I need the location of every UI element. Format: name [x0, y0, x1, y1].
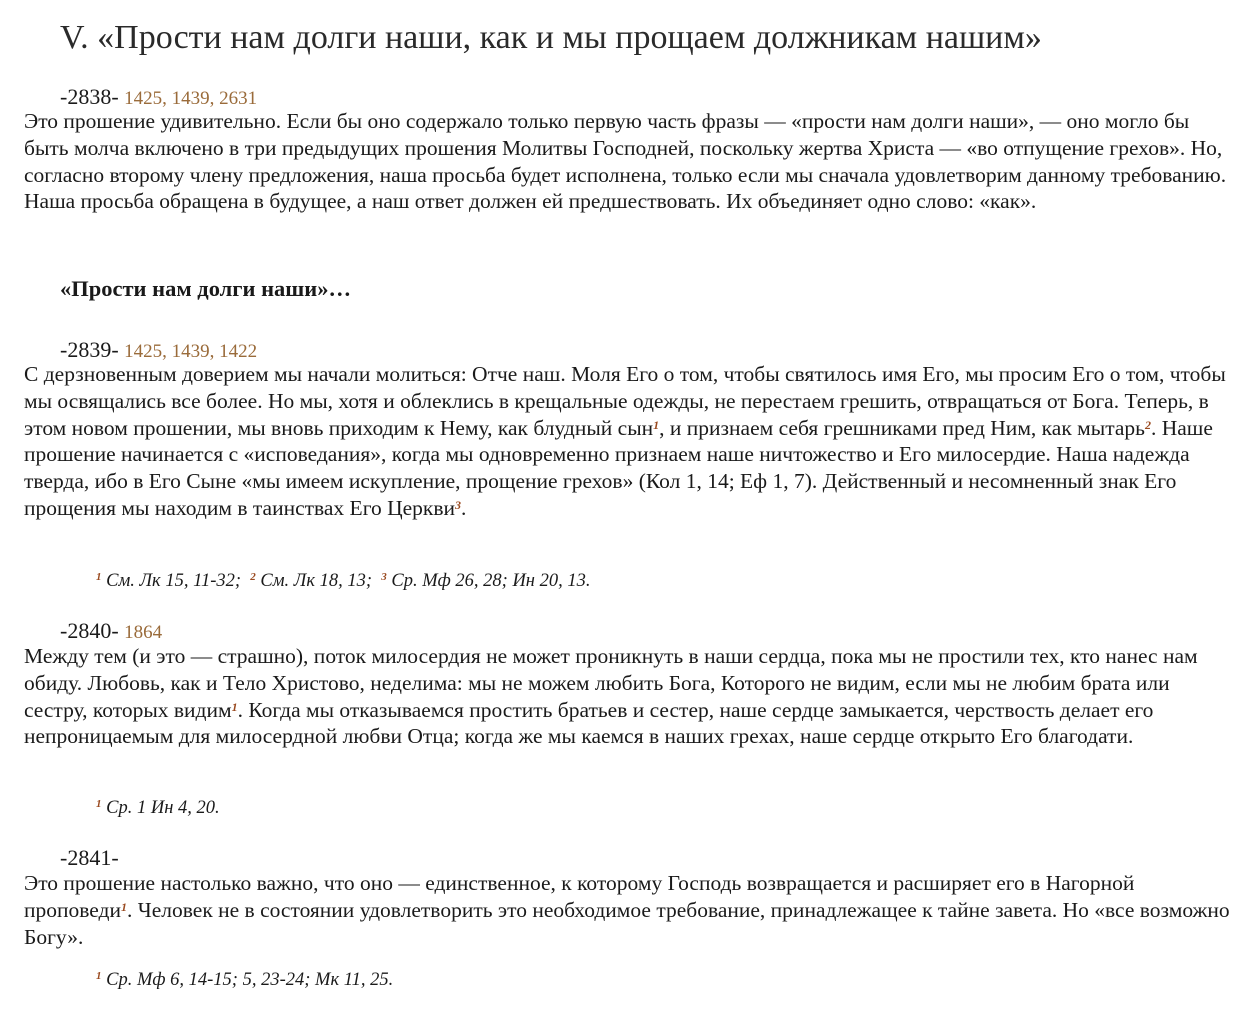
paragraph-number: -2839-: [60, 337, 119, 362]
footnote-text: См. Лк 18, 13;: [260, 571, 373, 591]
footnotes: [96, 796, 220, 820]
page-title: V. «Прости нам долги наши, как и мы прощаем должникам нашим»: [60, 19, 1042, 56]
paragraph-text: [24, 643, 1234, 750]
footnote-mark: 1: [96, 571, 102, 583]
paragraph-text: Это прошение удивительно. Если бы оно содержало только первую часть фразы — «прости нам долги наши», — оно могло бы быть молча включено в три предыдущих прошения Молитвы Господней, поскольку жертва Христа — «во отпущение грехов». Но, согласно второму члену предложения, наша просьба будет исполнена, только если мы сначала удовлетворим данному требованию. Наша просьба обращена в будущее, а наш ответ должен ей предшествовать. Их объединяет одно слово: «как».: [24, 109, 1227, 214]
paragraph-text: [24, 361, 1234, 522]
footnote-mark: 2: [250, 571, 256, 583]
footnote-mark: 1: [96, 970, 102, 982]
footnotes: [96, 569, 591, 593]
paragraph-text-part: , и признаем себя грешниками пред Ним, как мытарь: [659, 415, 1145, 440]
footnotes: [96, 968, 393, 992]
footnote-reference[interactable]: 1: [653, 417, 660, 432]
section-subheading: «Прости нам долги наши»…: [60, 276, 351, 301]
paragraph-number: -2838-: [60, 84, 119, 109]
paragraph-text-part: С дерзновенным доверием мы начали молиться: Отче наш. Моля Его о том, чтобы святилось имя Его, мы просим Его о том, чтобы мы освящались все более. Но мы, хотя и облеклись в крещальные одежды, не перестаем грешить, отвращаться от Бога. Теперь, в этом новом прошении, мы вновь приходим к Нему, как блудный сын: [24, 362, 1226, 440]
footnote-reference[interactable]: 3: [455, 497, 462, 512]
paragraph-number: -2840-: [60, 618, 119, 643]
footnote-reference[interactable]: 2: [1144, 417, 1151, 432]
paragraph-text-part: Между тем (и это — страшно), поток милосердия не может проникнуть в наши сердца, пока мы не простили тех, кто нанес нам обиду. Любовь, как и Тело Христово, неделима: мы не можем любить Бога, Которого не видим, если мы не любим брата или сестру, которых видим: [24, 644, 1198, 722]
footnote-mark: 3: [381, 571, 387, 583]
footnote-text: Ср. 1 Ин 4, 20.: [106, 798, 220, 818]
footnote-text: Ср. Мф 26, 28; Ин 20, 13.: [391, 571, 591, 591]
footnote-reference[interactable]: 1: [231, 699, 238, 714]
paragraph-number: -2841-: [60, 845, 119, 870]
paragraph-text-part: . Человек не в состоянии удовлетворить это необходимое требование, принадлежащее к тайне завета. Но «все возможно Богу».: [24, 897, 1230, 949]
cross-reference-links[interactable]: 1864: [124, 622, 163, 643]
footnote-text: См. Лк 15, 11-32;: [106, 571, 242, 591]
paragraph-number-line: [60, 618, 162, 646]
paragraph-text-part: Это прошение настолько важно, что оно — единственное, к которому Господь возвращается и расширяет его в Нагорной проповеди: [24, 871, 1135, 922]
paragraph-text-part: . Когда мы отказываемся простить братьев и сестер, наше сердце замыкается, черствость делает его непроницаемым для милосердной любви Отца; когда же мы каемся в наших грехах, наше сердце открыто Его благодати.: [24, 697, 1154, 749]
footnote-text: Ср. Мф 6, 14-15; 5, 23-24; Мк 11, 25.: [106, 970, 394, 990]
paragraph-text-part: . Наше прошение начинается с «исповедания», когда мы одновременно признаем наше ничтожество и Его милосердие. Наша надежда тверда, ибо в Его Сыне «мы имеем искупление, прощение грехов» (Кол 1, 14; Еф 1, 7). Действенный и несомненный знак Его прощения мы находим в таинствах Его Церкви: [24, 415, 1213, 520]
cross-reference-links[interactable]: 1425, 1439, 2631: [124, 88, 258, 109]
cross-reference-links[interactable]: 1425, 1439, 1422: [124, 341, 258, 362]
paragraph-text: [24, 870, 1234, 950]
footnote-reference[interactable]: 1: [121, 899, 127, 914]
footnote-mark: 1: [96, 798, 102, 810]
paragraph-number-line: [60, 845, 119, 871]
paragraph-text-part: .: [461, 495, 467, 520]
